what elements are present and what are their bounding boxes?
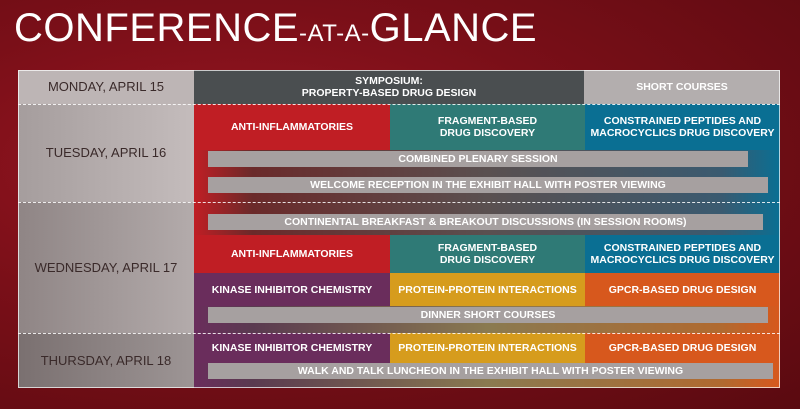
day-monday-label: MONDAY, APRIL 15 <box>47 79 165 94</box>
day-monday <box>18 70 194 104</box>
separator-2 <box>18 202 780 203</box>
day-wednesday <box>18 202 194 333</box>
breakfast-bar <box>208 214 763 230</box>
symposium-cell <box>194 70 584 104</box>
wed-track-fragment-based <box>390 235 585 273</box>
wed-track-3-line-2: MACROCYCLICS DRUG DISCOVERY <box>590 254 775 266</box>
thu-track-6-label: GPCR-BASED DRUG DESIGN <box>608 342 757 354</box>
tue-track-3-line-1: CONSTRAINED PEPTIDES AND <box>603 115 762 127</box>
thu-track-protein-protein <box>390 333 585 363</box>
title-part-1: CONFERENCE <box>14 6 300 50</box>
breakfast-label: CONTINENTAL BREAKFAST & BREAKOUT DISCUSSIONS (IN SESSION ROOMS) <box>284 216 687 228</box>
day-wednesday-label: WEDNESDAY, APRIL 17 <box>34 259 178 275</box>
wed-track-1-label: ANTI-INFLAMMATORIES <box>230 248 354 260</box>
plenary-bar <box>208 151 748 167</box>
dinner-bar <box>208 307 768 323</box>
luncheon-bar <box>208 363 773 379</box>
wed-track-constrained-peptides <box>585 235 780 273</box>
thu-track-kinase <box>194 333 390 363</box>
tue-track-1-label: ANTI-INFLAMMATORIES <box>230 121 354 133</box>
tue-track-3-line-2: MACROCYCLICS DRUG DISCOVERY <box>590 127 775 139</box>
short-courses-label: SHORT COURSES <box>636 81 728 93</box>
symposium-subtitle: PROPERTY-BASED DRUG DESIGN <box>301 87 477 99</box>
reception-label: WELCOME RECEPTION IN THE EXHIBIT HALL WITH POSTER VIEWING <box>310 179 666 191</box>
short-courses-cell <box>584 70 780 104</box>
wed-track-4-label: KINASE INHIBITOR CHEMISTRY <box>211 283 373 296</box>
title-part-2: -AT-A- <box>299 20 370 47</box>
wed-track-2-line-2: DRUG DISCOVERY <box>439 254 536 266</box>
thu-track-5-label: PROTEIN-PROTEIN INTERACTIONS <box>398 342 577 354</box>
title-part-3: GLANCE <box>369 6 538 50</box>
reception-bar <box>208 177 768 193</box>
luncheon-label: WALK AND TALK LUNCHEON IN THE EXHIBIT HALL WITH POSTER VIEWING <box>297 365 684 377</box>
separator-3 <box>18 333 780 334</box>
wed-track-6-label: GPCR-BASED DRUG DESIGN <box>608 283 757 296</box>
separator-1 <box>18 104 780 105</box>
wed-track-anti-inflammatories <box>194 235 390 273</box>
schedule-grid <box>18 70 780 388</box>
wed-track-protein-protein <box>390 273 585 306</box>
thu-track-gpcr <box>585 333 780 363</box>
tue-track-fragment-based <box>390 104 585 150</box>
page-title <box>14 6 537 51</box>
wed-track-gpcr <box>585 273 780 306</box>
day-thursday-label: THURSDAY, APRIL 18 <box>40 352 172 368</box>
tue-track-2-line-1: FRAGMENT-BASED <box>437 115 538 127</box>
plenary-label: COMBINED PLENARY SESSION <box>398 153 558 165</box>
tue-track-constrained-peptides <box>585 104 780 150</box>
day-thursday <box>18 333 194 388</box>
dinner-label: DINNER SHORT COURSES <box>420 309 556 321</box>
wed-track-kinase <box>194 273 390 306</box>
wed-track-5-label: PROTEIN-PROTEIN INTERACTIONS <box>398 283 577 296</box>
symposium-title: SYMPOSIUM: <box>355 75 423 87</box>
tue-track-anti-inflammatories <box>194 104 390 150</box>
thu-track-4-label: KINASE INHIBITOR CHEMISTRY <box>211 342 373 354</box>
day-tuesday-label: TUESDAY, APRIL 16 <box>45 145 167 160</box>
wed-track-2-line-1: FRAGMENT-BASED <box>437 242 538 254</box>
wed-track-3-line-1: CONSTRAINED PEPTIDES AND <box>603 242 762 254</box>
day-tuesday <box>18 104 194 202</box>
tue-track-2-line-2: DRUG DISCOVERY <box>439 127 536 139</box>
